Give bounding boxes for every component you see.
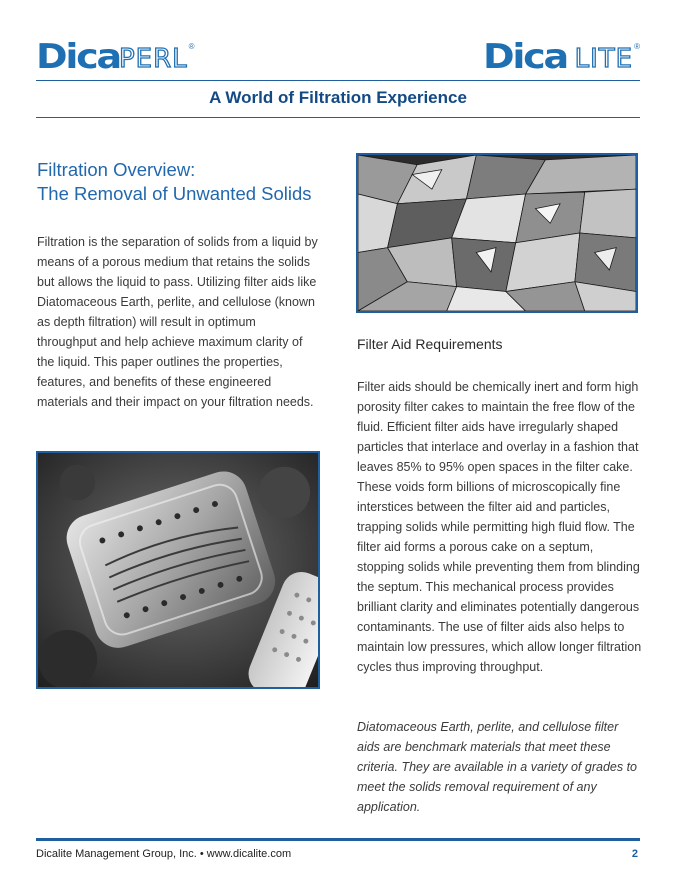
overview-body: Filtration is the separation of solids from a liquid by means of a porous medium that retains the solids but allows the liquid to pass. Utilizing filter aids like Diatomaceous Earth, perlite, and cellulose (known as depth filtration) will result in optimum throughput and help achieve maximum clarity of the liquid. This paper outlines the properties, features, and benefits of these engineered materials and their impact on your filtration needs. xyxy=(37,235,318,409)
header-rule-bottom xyxy=(36,117,640,118)
overview-title-line2: The Removal of Unwanted Solids xyxy=(37,183,312,204)
dicalite-logo xyxy=(482,37,640,77)
overview-title xyxy=(37,158,337,206)
tagline: A World of Filtration Experience xyxy=(209,88,467,107)
registered-mark: ® xyxy=(634,42,640,51)
perlite-micrograph-graphic xyxy=(358,155,636,311)
footer-company: Dicalite Management Group, Inc. • www.dicalite.com xyxy=(36,848,292,860)
overview-title-line1: Filtration Overview: xyxy=(37,159,196,180)
page-number: 2 xyxy=(631,848,638,860)
diatom-micrograph-graphic xyxy=(38,453,318,687)
logo-bold-text: Dica xyxy=(36,37,120,77)
footer-rule xyxy=(36,838,640,841)
header-rule-top xyxy=(36,80,640,81)
requirements-body: Filter aids should be chemically inert and form high porosity filter cakes to maintain the free flow of the fluid. Efficient filter aids have irregularly shaped particles that interlace and overlay in a fashion that leaves 85% to 95% open spaces in the filter cake. These voids form billions of microscopically fine interstices between the filter aid and particles, trapping solids while permitting high fluid flow. The filter aid forms a porous cake on a septum, stopping solids while preventing them from blinding the septum. This mechanical process provides brilliant clarity and eliminates potentially dangerous contaminants. The use of filter aids also helps to maintain low pressures, which allow longer filtration cycles thus improving throughput. xyxy=(357,380,642,674)
perlite-micrograph xyxy=(356,153,638,313)
requirements-italic-note: Diatomaceous Earth, perlite, and cellulose filter aids are benchmark materials that meet these criteria. They are available in a variety of grades to meet the solids removal requirement of any application. xyxy=(357,720,637,814)
logo-bold-text: Dica xyxy=(482,37,567,77)
logo-outline-text: LITE xyxy=(574,44,634,74)
registered-mark: ® xyxy=(188,42,195,51)
logo-outline-text: PERL xyxy=(118,44,188,74)
dicaperl-logo xyxy=(36,37,195,77)
diatom-micrograph xyxy=(36,451,320,689)
requirements-title: Filter Aid Requirements xyxy=(357,336,503,352)
